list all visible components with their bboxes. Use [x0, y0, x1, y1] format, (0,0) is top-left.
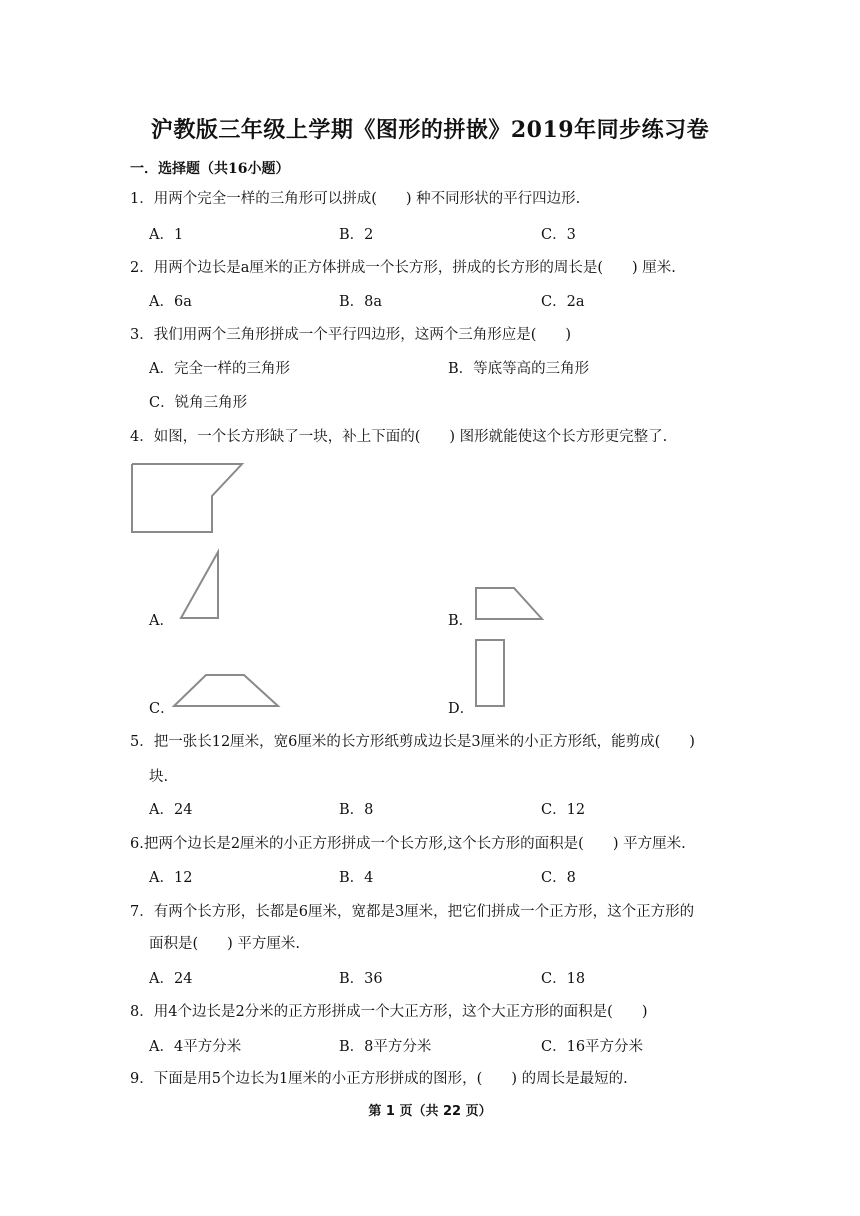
option-c-trapezoid-figure — [170, 672, 282, 710]
question-4-option-d[interactable]: D． — [448, 701, 475, 717]
question-5-option-a[interactable]: A．24 — [149, 802, 193, 818]
page-title: 沪教版三年级上学期《图形的拼嵌》2019年同步练习卷 — [150, 117, 710, 143]
question-8-option-b[interactable]: B．8平方分米 — [339, 1039, 432, 1055]
option-d-rectangle-figure — [474, 638, 508, 710]
section-heading: 一．选择题（共16小题） — [130, 161, 290, 177]
question-4-option-a[interactable]: A． — [149, 613, 174, 629]
question-4-option-c[interactable]: C． — [149, 701, 175, 717]
question-3-option-c[interactable]: C．锐角三角形 — [149, 395, 248, 411]
question-2-stem: 2．用两个边长是a厘米的正方体拼成一个长方形，拼成的长方形的周长是( ) 厘米. — [130, 260, 676, 276]
question-8-option-a[interactable]: A．4平方分米 — [149, 1039, 242, 1055]
question-1-option-a[interactable]: A．1 — [149, 227, 184, 243]
question-5-option-b[interactable]: B．8 — [339, 802, 374, 818]
question-7-option-c[interactable]: C．18 — [541, 971, 586, 987]
question-6-option-b[interactable]: B．4 — [339, 870, 374, 886]
question-1-stem: 1．用两个完全一样的三角形可以拼成( ) 种不同形状的平行四边形. — [130, 191, 581, 207]
question-6-stem: 6.把两个边长是2厘米的小正方形拼成一个长方形,这个长方形的面积是( ) 平方厘米. — [130, 836, 686, 852]
question-4-stem: 4．如图，一个长方形缺了一块，补上下面的( ) 图形就能使这个长方形更完整了. — [130, 429, 668, 445]
question-3-option-a[interactable]: A．完全一样的三角形 — [149, 361, 290, 377]
question-3-stem: 3．我们用两个三角形拼成一个平行四边形，这两个三角形应是( ) — [130, 327, 572, 343]
question-7-stem: 7．有两个长方形，长都是6厘米，宽都是3厘米，把它们拼成一个正方形，这个正方形的 — [130, 904, 695, 920]
question-8-stem: 8．用4个边长是2分米的正方形拼成一个大正方形，这个大正方形的面积是( ) — [130, 1004, 648, 1020]
page-footer: 第 1 页（共 22 页） — [368, 1104, 492, 1119]
question-5-stem-continued: 块. — [149, 769, 169, 785]
question-6-option-a[interactable]: A．12 — [149, 870, 193, 886]
question-2-option-a[interactable]: A．6a — [149, 294, 192, 310]
question-1-option-c[interactable]: C．3 — [541, 227, 576, 243]
question-6-option-c[interactable]: C．8 — [541, 870, 576, 886]
question-5-option-c[interactable]: C．12 — [541, 802, 586, 818]
question-2-option-b[interactable]: B．8a — [339, 294, 383, 310]
question-7-option-a[interactable]: A．24 — [149, 971, 193, 987]
incomplete-rectangle-figure — [130, 462, 246, 536]
question-5-stem: 5．把一张长12厘米，宽6厘米的长方形纸剪成边长是3厘米的小正方形纸，能剪成( ) — [130, 734, 695, 750]
question-4-option-b[interactable]: B． — [448, 613, 474, 629]
question-3-option-b[interactable]: B．等底等高的三角形 — [448, 361, 590, 377]
question-7-option-b[interactable]: B．36 — [339, 971, 383, 987]
question-2-option-c[interactable]: C．2a — [541, 294, 585, 310]
option-b-trapezoid-figure — [474, 586, 546, 622]
question-1-option-b[interactable]: B．2 — [339, 227, 374, 243]
option-a-triangle-figure — [178, 550, 224, 622]
question-8-option-c[interactable]: C．16平方分米 — [541, 1039, 644, 1055]
question-9-stem: 9．下面是用5个边长为1厘米的小正方形拼成的图形，( ) 的周长是最短的. — [130, 1071, 628, 1087]
question-7-stem-continued: 面积是( ) 平方厘米. — [149, 936, 301, 952]
